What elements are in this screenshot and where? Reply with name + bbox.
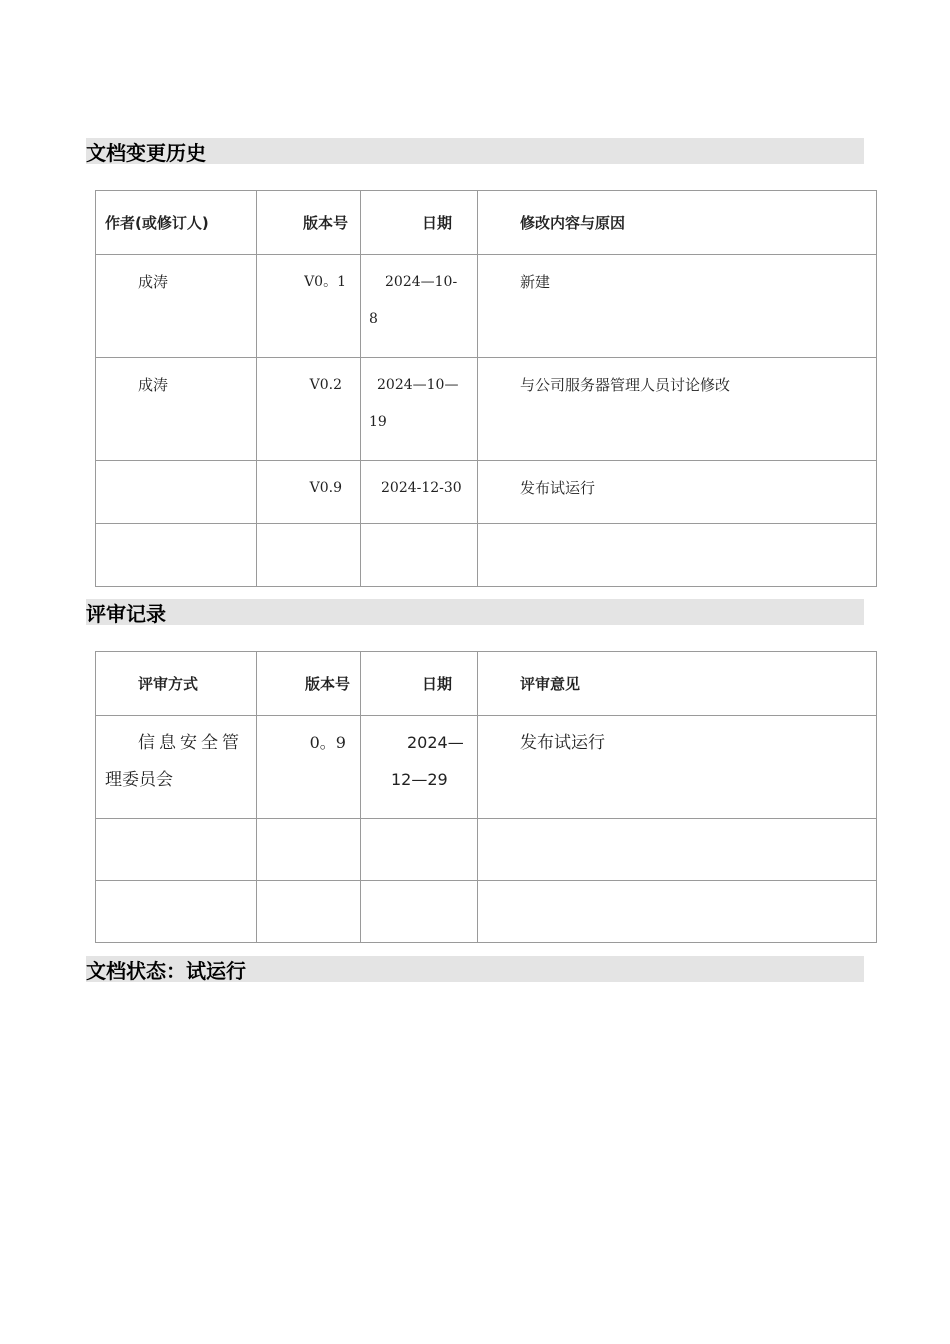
method-text-line2: 理委员会 — [105, 770, 173, 790]
date-text-line2: 12—29 — [391, 770, 448, 789]
date-text-line1: 2024—10- — [385, 274, 458, 290]
version-cell — [257, 358, 361, 461]
author-text — [96, 461, 256, 469]
author-cell — [96, 524, 257, 587]
author-text: 成涛 — [138, 273, 169, 291]
version-text: 0。9 — [309, 733, 346, 752]
date-text-line2: 8 — [369, 311, 378, 327]
review-record-heading: 评审记录 — [86, 599, 864, 625]
table-row — [96, 716, 877, 819]
version-cell — [257, 819, 361, 881]
date-text-line1: 2024—10— — [377, 377, 459, 393]
table-header-row — [96, 652, 877, 716]
date-cell — [361, 716, 478, 819]
version-cell — [257, 255, 361, 358]
reason-text: 发布试运行 — [520, 479, 596, 497]
version-text: V0.2 — [309, 377, 342, 393]
date-cell — [361, 255, 478, 358]
version-text: V0.9 — [309, 480, 342, 496]
date-text-line2: 19 — [369, 414, 387, 430]
table-row — [96, 255, 877, 358]
method-cell — [96, 881, 257, 943]
header-date: 日期 — [361, 191, 478, 255]
method-text-line1: 信息安全管 — [138, 733, 243, 753]
version-cell — [257, 461, 361, 524]
review-record-table — [95, 651, 877, 943]
date-cell — [361, 524, 478, 587]
date-cell — [361, 881, 478, 943]
author-cell — [96, 461, 257, 524]
opinion-cell — [478, 716, 877, 819]
change-history-table — [95, 190, 877, 587]
reason-cell — [478, 524, 877, 587]
header-opinion: 评审意见 — [478, 652, 877, 716]
date-text-line1: 2024-12-30 — [381, 480, 462, 496]
header-reason: 修改内容与原因 — [478, 191, 877, 255]
method-cell — [96, 819, 257, 881]
table-row — [96, 524, 877, 587]
header-version: 版本号 — [257, 191, 361, 255]
method-cell — [96, 716, 257, 819]
document-status-heading: 文档状态：试运行 — [86, 956, 864, 982]
version-cell — [257, 716, 361, 819]
header-date: 日期 — [361, 652, 478, 716]
reason-cell — [478, 461, 877, 524]
opinion-cell — [478, 819, 877, 881]
version-text: V0。1 — [304, 274, 346, 290]
date-cell — [361, 819, 478, 881]
author-cell — [96, 255, 257, 358]
header-author: 作者(或修订人) — [96, 191, 257, 255]
reason-text: 新建 — [520, 273, 551, 291]
reason-cell — [478, 358, 877, 461]
opinion-text: 发布试运行 — [520, 733, 605, 753]
header-method: 评审方式 — [96, 652, 257, 716]
date-cell — [361, 461, 478, 524]
date-text-line1: 2024— — [407, 733, 464, 752]
table-row — [96, 358, 877, 461]
reason-text: 与公司服务器管理人员讨论修改 — [520, 376, 731, 394]
date-cell — [361, 358, 478, 461]
header-version: 版本号 — [257, 652, 361, 716]
change-history-heading: 文档变更历史 — [86, 138, 864, 164]
table-header-row — [96, 191, 877, 255]
version-cell — [257, 524, 361, 587]
table-row — [96, 881, 877, 943]
reason-cell — [478, 255, 877, 358]
version-cell — [257, 881, 361, 943]
table-row — [96, 819, 877, 881]
author-text: 成涛 — [138, 376, 169, 394]
table-row — [96, 461, 877, 524]
author-cell — [96, 358, 257, 461]
opinion-cell — [478, 881, 877, 943]
